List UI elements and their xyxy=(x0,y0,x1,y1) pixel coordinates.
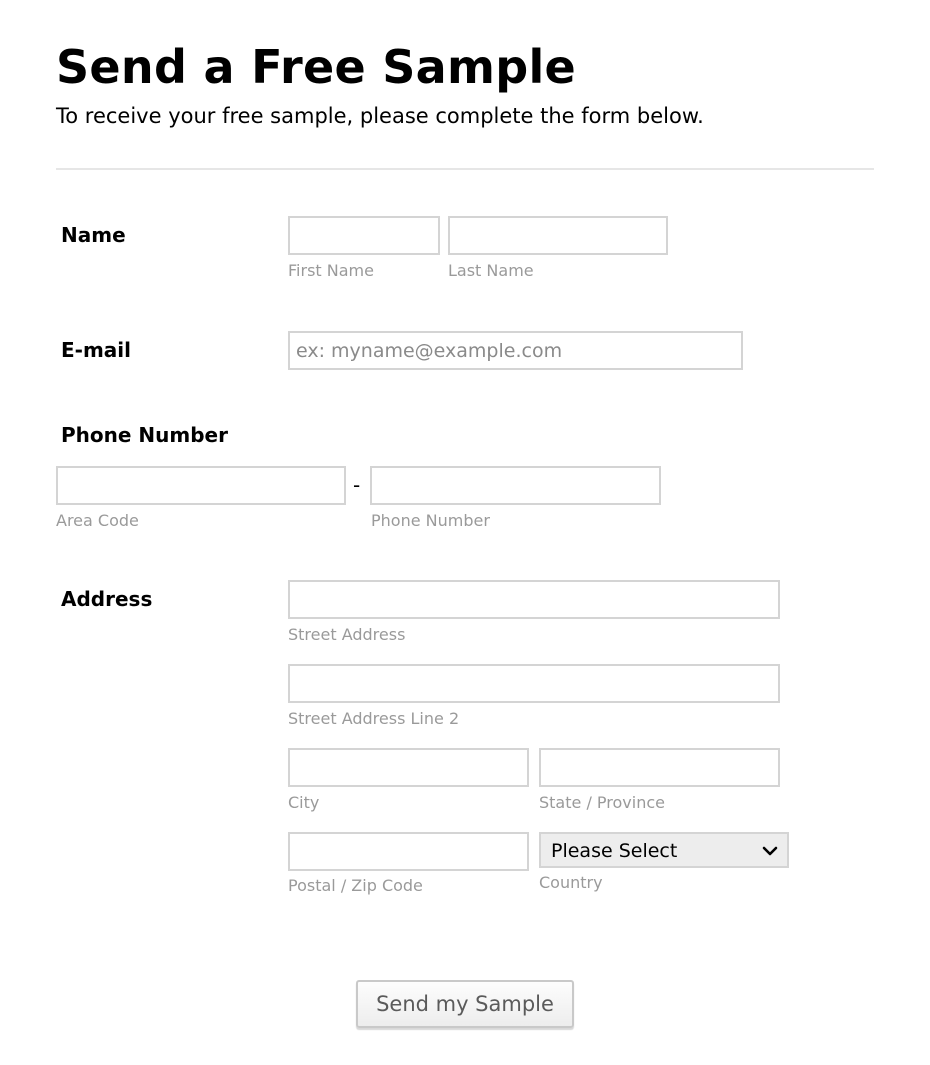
state-province-sublabel: State / Province xyxy=(539,793,665,812)
first-name-sublabel: First Name xyxy=(288,261,374,280)
email-label: E-mail xyxy=(61,338,132,362)
phone-number-input[interactable] xyxy=(370,466,661,505)
postal-code-input[interactable] xyxy=(288,832,529,871)
chevron-down-icon xyxy=(761,842,779,860)
name-label: Name xyxy=(61,223,126,247)
page-title: Send a Free Sample xyxy=(56,40,577,94)
street-address-input[interactable] xyxy=(288,580,780,619)
country-select-value: Please Select xyxy=(551,840,678,862)
area-code-sublabel: Area Code xyxy=(56,511,139,530)
area-code-input[interactable] xyxy=(56,466,346,505)
state-province-input[interactable] xyxy=(539,748,780,787)
postal-code-sublabel: Postal / Zip Code xyxy=(288,876,423,895)
street-address-sublabel: Street Address xyxy=(288,625,406,644)
street-address-line2-input[interactable] xyxy=(288,664,780,703)
last-name-sublabel: Last Name xyxy=(448,261,534,280)
last-name-input[interactable] xyxy=(448,216,668,255)
email-input[interactable] xyxy=(288,331,743,370)
page-subtitle: To receive your free sample, please complete the form below. xyxy=(56,104,704,128)
phone-label: Phone Number xyxy=(61,423,228,447)
first-name-input[interactable] xyxy=(288,216,440,255)
address-label: Address xyxy=(61,587,153,611)
header-divider xyxy=(56,168,874,170)
phone-separator: - xyxy=(353,473,361,497)
phone-number-sublabel: Phone Number xyxy=(371,511,490,530)
city-input[interactable] xyxy=(288,748,529,787)
country-select[interactable] xyxy=(539,832,789,868)
country-sublabel: Country xyxy=(539,873,603,892)
send-sample-button[interactable]: Send my Sample xyxy=(356,980,574,1028)
street-address-line2-sublabel: Street Address Line 2 xyxy=(288,709,460,728)
city-sublabel: City xyxy=(288,793,320,812)
